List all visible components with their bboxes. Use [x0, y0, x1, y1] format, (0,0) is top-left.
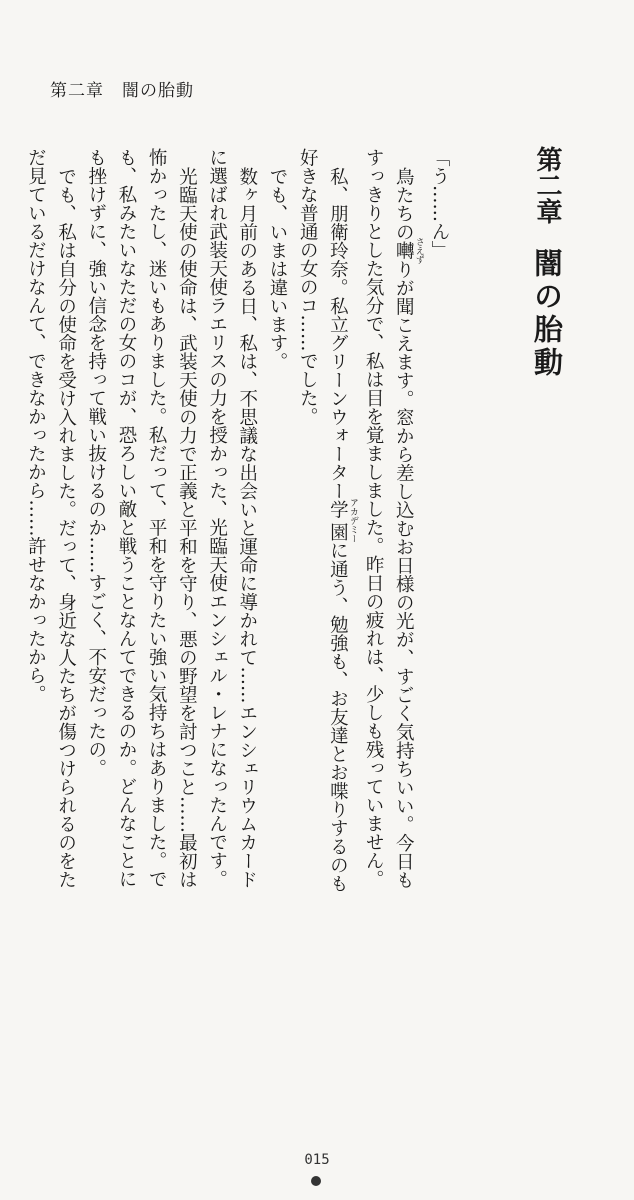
- text-line-14: だ見ているだけなんて、できなかったから……許せなかったから。: [25, 148, 47, 703]
- body-text: [20, 148, 454, 988]
- chapter-heading: [532, 146, 562, 380]
- page-marker-dot: [311, 1176, 321, 1186]
- line-2-post: りが聞こえます。窓から差し込むお日様の光が、すごく気持ちいい。今日も: [393, 259, 415, 889]
- chapter-title: 闇の胎動: [530, 248, 564, 380]
- line-2-pre: 鳥たちの: [393, 166, 415, 241]
- text-line-6: でも、いまは違います。: [266, 166, 288, 370]
- ruby-reading-saezu: さえず: [413, 236, 424, 264]
- line-4-post: に通う、勉強も、お友達とお喋りするのも: [327, 540, 349, 892]
- ruby-reading-academy: アカデミー: [347, 497, 358, 543]
- text-line-10: 怖かったし、迷いもありました。私だって、平和を守りたい強い気持ちはありました。で: [146, 148, 168, 888]
- text-line-8: に選ばれ武装天使ラエリスの力を授かった、光臨天使エンシェル・レナになったんです。: [206, 148, 228, 888]
- text-line-5: 好きな普通の女のコ……でした。: [297, 148, 319, 426]
- running-header: 第二章 闇の胎動: [50, 81, 194, 101]
- text-line-7: 数ヶ月前のある日、私は、不思議な出会いと運命に導かれて……エンシェリウムカード: [236, 166, 258, 888]
- ruby-base-academy: 学園: [327, 497, 349, 543]
- text-line-12: も挫けずに、強い信念を持って戦い抜けるのか……すごく、不安だったの。: [85, 148, 107, 777]
- text-line-11: も、私みたいなただの女のコが、恐ろしい敵と戦うことなんてできるのか。どんなことに: [115, 148, 137, 888]
- ruby-saezu: [393, 236, 424, 264]
- text-line-2: [388, 148, 424, 988]
- text-line-9: 光臨天使の使命は、武装天使の力で正義と平和を守り、悪の野望を討つこと……最初は: [176, 166, 198, 888]
- text-line-3: すっきりとした気分で、私は目を覚ましました。昨日の疲れは、少しも残っていません。: [363, 148, 385, 888]
- text-line-1: 「う……ん」: [429, 148, 450, 259]
- page-number: 015: [304, 1152, 330, 1168]
- ruby-base-saezu: 囀: [393, 236, 415, 264]
- chapter-number: 第二章: [532, 146, 562, 224]
- text-line-13: でも、私は自分の使命を受け入れました。だって、身近な人たちが傷つけられるのをた: [55, 166, 77, 888]
- line-4-pre: 私、朋衛玲奈。私立グリーンウォーター: [327, 166, 349, 500]
- ruby-academy: [327, 497, 358, 543]
- text-line-4: [322, 148, 358, 988]
